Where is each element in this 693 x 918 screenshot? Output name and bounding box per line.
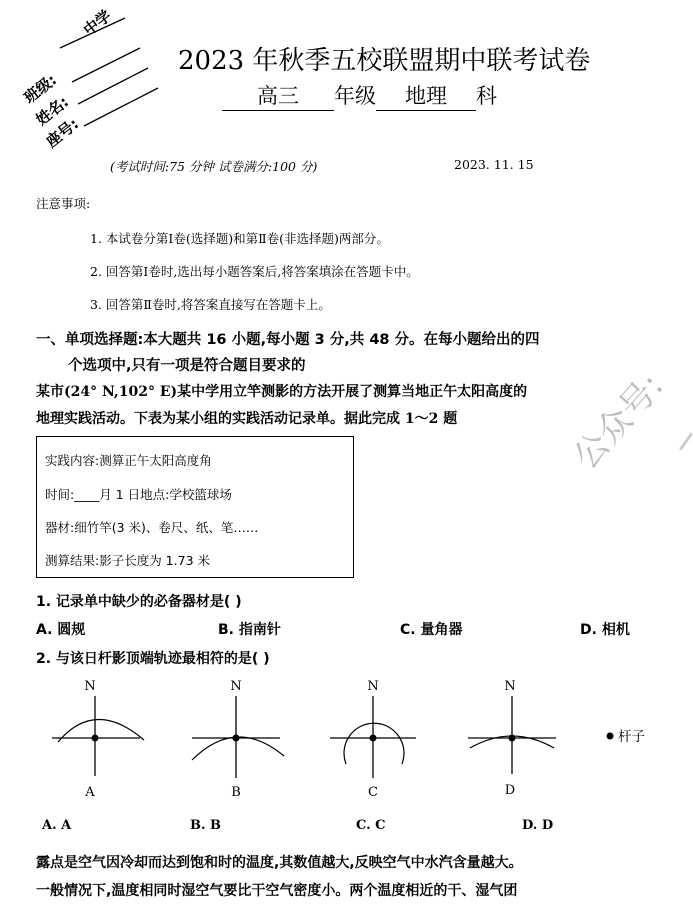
- notes-heading: 注意事项:: [36, 196, 91, 211]
- exam-date: 2023. 11. 15: [454, 157, 534, 172]
- record-time-suffix: 月 1 日地点:学校篮球场: [99, 487, 232, 502]
- diagram-d: [468, 679, 556, 798]
- exam-subtitle: [222, 80, 497, 111]
- diagram-b-north: N: [230, 679, 242, 694]
- passage-line1: 露点是空气因冷却而达到饱和时的温度,其数值越大,反映空气中水汽含量越大。: [36, 855, 523, 871]
- q1-stem: 1. 记录单中缺少的必备器材是( ): [36, 594, 242, 610]
- legend: [607, 728, 646, 745]
- diagram-a: [52, 679, 144, 800]
- q2-diagrams: [40, 676, 670, 806]
- diagram-c-label: C: [368, 785, 378, 800]
- grade-suffix: 年级: [334, 84, 376, 108]
- diagram-b: [192, 679, 284, 800]
- record-equipment: 器材:细竹竿(3 米)、卷尺、纸、笔……: [45, 520, 259, 535]
- record-content: 实践内容:测算正午太阳高度角: [45, 453, 212, 468]
- section1-heading-line2: 个选项中,只有一项是符合题目要求的: [68, 358, 306, 374]
- notes-item-3: 3. 回答第Ⅱ卷时,将答案直接写在答题卡上。: [90, 297, 331, 312]
- q2-stem: 2. 与该日杆影顶端轨迹最相符的是( ): [36, 651, 270, 667]
- legend-dot-icon: [607, 733, 614, 740]
- section1-heading-line1: 一、单项选择题:本大题共 16 小题,每小题 3 分,共 48 分。在每小题给出的四: [36, 332, 540, 348]
- q1-option-b: B. 指南针: [218, 622, 281, 638]
- legend-label: 杆子: [618, 729, 645, 745]
- school-label: 中学: [79, 6, 115, 40]
- diagram-c-north: N: [367, 679, 379, 694]
- record-box: [36, 436, 354, 578]
- record-time-blank: ____: [74, 487, 100, 502]
- record-time: [45, 485, 232, 503]
- q2-option-b: B. B: [190, 818, 222, 833]
- exam-time-score: (考试时间:75 分钟 试卷满分:100 分): [110, 159, 318, 174]
- section1-intro-line2: 地理实践活动。下表为某小组的实践活动记录单。据此完成 1～2 题: [36, 411, 458, 427]
- exam-title: 2023 年秋季五校联盟期中联考试卷: [178, 46, 591, 76]
- q2-option-d: D. D: [522, 818, 554, 833]
- grade-value: 高三: [222, 80, 334, 111]
- q1-option-c: C. 量角器: [400, 622, 463, 638]
- seat-label: 座号:: [42, 114, 83, 152]
- diagram-d-label: D: [504, 783, 516, 798]
- subject-suffix: 科: [476, 84, 497, 108]
- class-label: 班级:: [20, 70, 61, 108]
- section1-intro-line1: 某市(24° N,102° E)某中学用立竿测影的方法开展了测算当地正午太阳高度的: [36, 384, 528, 400]
- q2-option-c: C. C: [356, 818, 386, 833]
- record-time-prefix: 时间:: [45, 487, 75, 502]
- diagram-b-label: B: [231, 785, 241, 800]
- subject-value: 地理: [376, 80, 476, 111]
- q1-option-a: A. 圆规: [36, 622, 86, 638]
- q1-option-d: D. 相机: [580, 622, 630, 638]
- diagram-a-label: A: [85, 785, 95, 800]
- diagram-d-north: N: [504, 679, 516, 694]
- passage-line2: 一般情况下,温度相同时湿空气要比干空气密度小。两个温度相近的干、湿气团: [36, 883, 518, 899]
- watermark-fragment: [679, 432, 693, 450]
- notes-item-1: 1. 本试卷分第Ⅰ卷(选择题)和第Ⅱ卷(非选择题)两部分。: [90, 231, 389, 246]
- name-label: 姓名:: [32, 92, 73, 130]
- notes-item-2: 2. 回答第Ⅰ卷时,选出每小题答案后,将答案填涂在答题卡中。: [90, 264, 419, 279]
- diagram-c: [330, 679, 416, 800]
- record-result: 测算结果:影子长度为 1.73 米: [45, 553, 210, 568]
- watermark: 公众号:: [565, 366, 672, 478]
- side-labels: [0, 0, 170, 150]
- q2-option-a: A. A: [42, 818, 72, 833]
- diagram-a-north: N: [84, 679, 96, 694]
